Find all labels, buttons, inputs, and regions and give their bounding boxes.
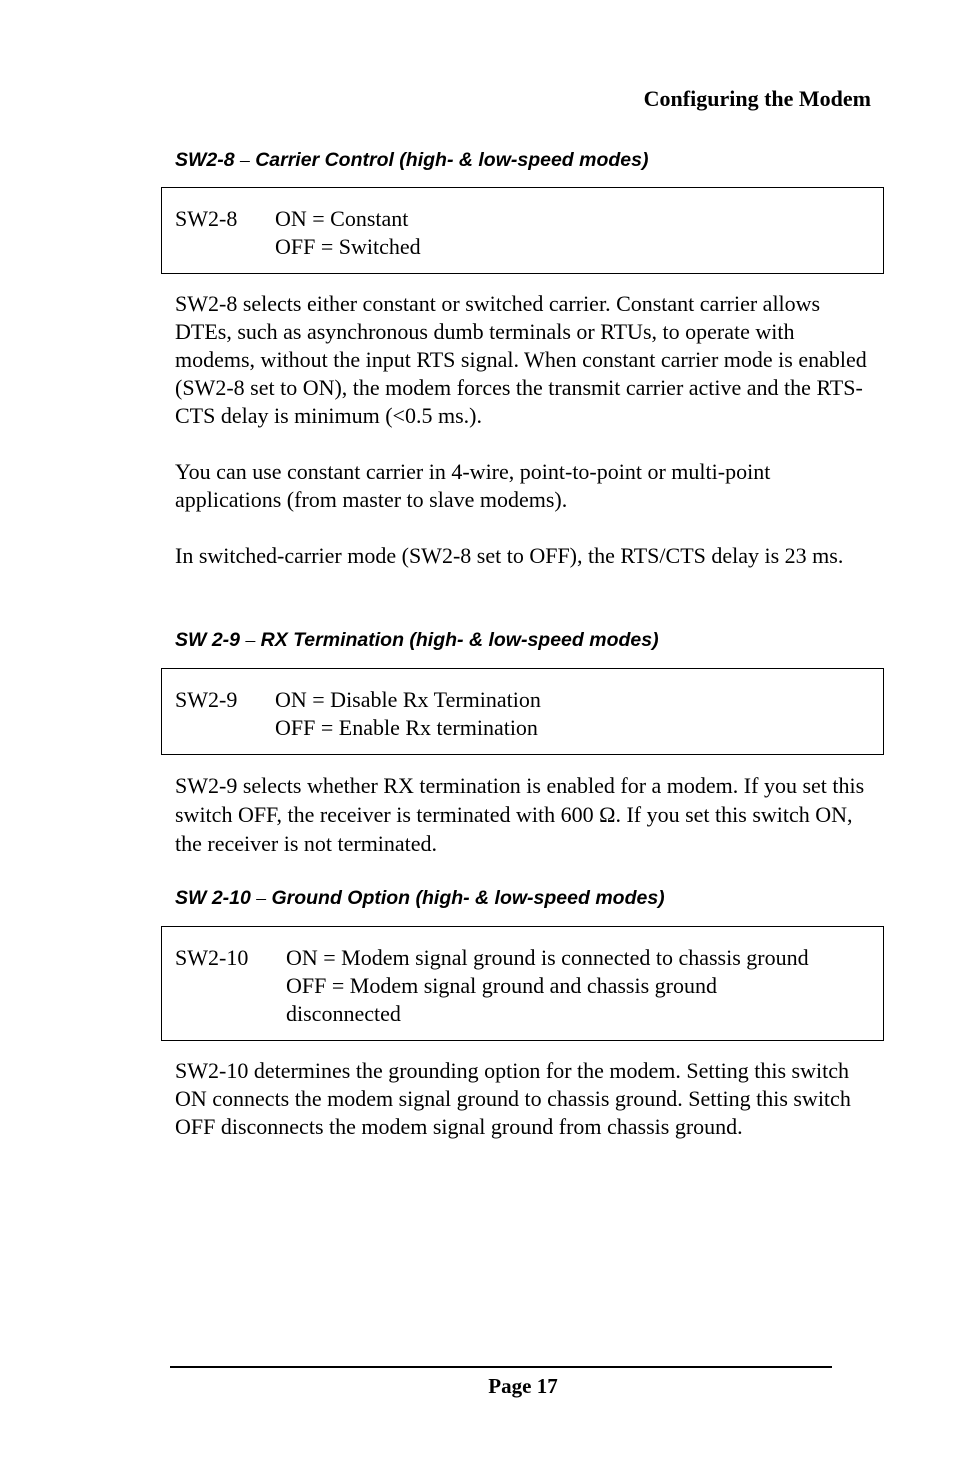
heading-code: SW2-8: [175, 149, 235, 171]
switch-table-sw2-10: [161, 926, 884, 1041]
switch-option-off-continued: disconnected: [286, 1001, 401, 1026]
switch-table-sw2-9: [161, 668, 884, 755]
section-heading-sw2-9: [175, 627, 659, 654]
switch-option-on: ON = Constant: [275, 206, 409, 231]
switch-option-on: ON = Disable Rx Termination: [275, 687, 541, 712]
paragraph-text: SW2-10 determines the grounding option for the modem. Setting this switch ON connects the modem signal ground to chassis ground. Setting this switch OFF disconnects the modem signal ground from chassis ground.: [175, 1058, 851, 1139]
switch-option-on: ON = Modem signal ground is connected to chassis ground: [286, 945, 809, 970]
heading-code: SW 2-9: [175, 629, 241, 651]
heading-dash: –: [240, 150, 250, 171]
switch-label: SW2-8: [175, 206, 238, 231]
page-number: Page 17: [488, 1374, 558, 1398]
switch-option-off: OFF = Enable Rx termination: [275, 715, 538, 740]
switch-options: [275, 686, 871, 740]
heading-title: Ground Option (high- & low-speed modes): [271, 887, 665, 909]
paragraph-text: In switched-carrier mode (SW2-8 set to OFF), the RTS/CTS delay is 23 ms.: [175, 543, 844, 568]
body-paragraph: [175, 1057, 875, 1141]
section-heading-sw2-10: [175, 885, 665, 912]
switch-option-off: OFF = Switched: [275, 234, 421, 259]
heading-title: Carrier Control (high- & low-speed modes): [255, 149, 649, 171]
footer-rule: [170, 1366, 832, 1368]
heading-code: SW 2-10: [175, 887, 251, 909]
switch-options: [275, 205, 871, 259]
paragraph-text: SW2-8 selects either constant or switched carrier. Constant carrier allows DTEs, such as asynchronous dumb terminals or RTUs, to operate with modems, without the input RTS signal. When constant carrier mode is enabled (SW2-8 set to ON), the modem forces the transmit carrier active and the RTS-CTS delay is minimum (<0.5 ms.).: [175, 291, 867, 428]
switch-table-sw2-8: [161, 187, 884, 274]
switch-label: SW2-9: [175, 687, 238, 712]
switch-label: SW2-10: [175, 945, 249, 970]
body-paragraph: [175, 542, 875, 570]
heading-title: RX Termination (high- & low-speed modes): [260, 629, 659, 651]
body-paragraph: [175, 458, 875, 514]
switch-options: [286, 944, 871, 1026]
body-paragraph: [175, 290, 875, 430]
heading-dash: –: [245, 630, 256, 651]
heading-dash: –: [256, 888, 267, 909]
paragraph-text: SW2-9 selects whether RX termination is enabled for a modem. If you set this switch OFF, the receiver is terminated with 600 Ω. If you set this switch ON, the receiver is not terminated.: [175, 773, 865, 856]
section-heading-sw2-8: [175, 147, 648, 174]
switch-option-off: OFF = Modem signal ground and chassis ground: [286, 973, 717, 998]
body-paragraph: [175, 771, 875, 858]
paragraph-text: You can use constant carrier in 4-wire, point-to-point or multi-point applications (from master to slave modems).: [175, 459, 771, 512]
running-header: Configuring the Modem: [643, 86, 871, 111]
